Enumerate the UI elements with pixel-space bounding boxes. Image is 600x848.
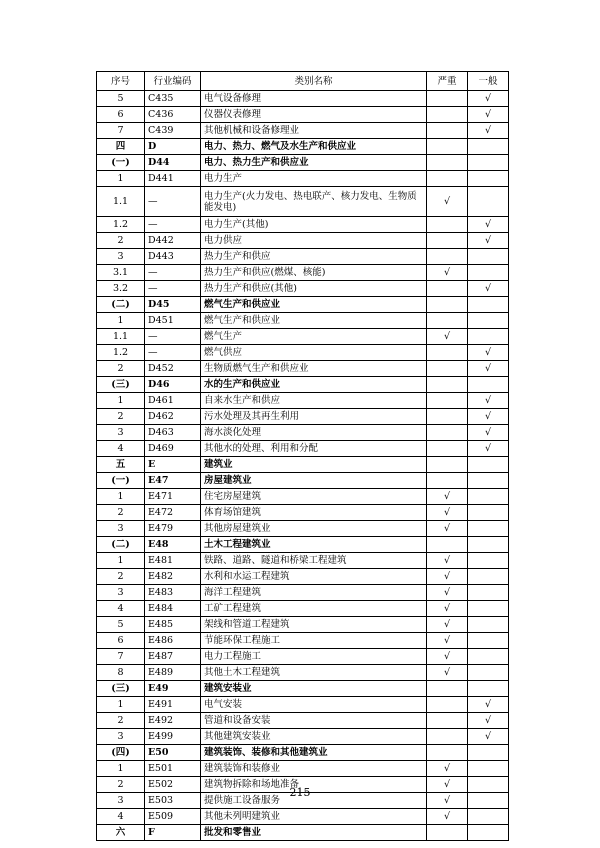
row-severe-mark (427, 393, 468, 409)
row-serial: 5 (97, 91, 145, 107)
row-name: 其他房屋建筑业 (201, 521, 427, 537)
table-row (97, 409, 509, 425)
row-general-mark (468, 601, 509, 617)
row-name: 建筑物拆除和场地准备 (201, 777, 427, 793)
row-code: E482 (145, 569, 201, 585)
row-code: E49 (145, 681, 201, 697)
header-row (97, 72, 509, 91)
row-general-mark (468, 809, 509, 825)
row-name: 其他土木工程建筑 (201, 665, 427, 681)
table-row (97, 361, 509, 377)
row-general-mark: √ (468, 91, 509, 107)
row-code: E501 (145, 761, 201, 777)
row-general-mark (468, 457, 509, 473)
row-code: D (145, 139, 201, 155)
row-code: D44 (145, 155, 201, 171)
row-serial: 6 (97, 633, 145, 649)
row-severe-mark (427, 745, 468, 761)
row-name: 体育场馆建筑 (201, 505, 427, 521)
row-code: D443 (145, 249, 201, 265)
row-name: 热力生产和供应(燃煤、核能) (201, 265, 427, 281)
row-severe-mark (427, 297, 468, 313)
row-serial: 1.1 (97, 329, 145, 345)
row-name: 管道和设备安装 (201, 713, 427, 729)
row-serial: 2 (97, 409, 145, 425)
row-severe-mark: √ (427, 505, 468, 521)
row-serial: 1.2 (97, 345, 145, 361)
table-row (97, 217, 509, 233)
row-severe-mark (427, 233, 468, 249)
row-name: 建筑装饰、装修和其他建筑业 (201, 745, 427, 761)
row-serial: 5 (97, 617, 145, 633)
row-code: E471 (145, 489, 201, 505)
row-code: E48 (145, 537, 201, 553)
row-severe-mark (427, 441, 468, 457)
row-name: 房屋建筑业 (201, 473, 427, 489)
row-severe-mark (427, 537, 468, 553)
row-serial: 四 (97, 139, 145, 155)
row-code: D46 (145, 377, 201, 393)
table-row (97, 425, 509, 441)
row-general-mark (468, 313, 509, 329)
row-serial: 1 (97, 761, 145, 777)
row-general-mark: √ (468, 217, 509, 233)
row-code: E492 (145, 713, 201, 729)
row-general-mark (468, 569, 509, 585)
row-serial: 3 (97, 729, 145, 745)
row-general-mark (468, 155, 509, 171)
row-name: 架线和管道工程建筑 (201, 617, 427, 633)
row-name: 电力工程施工 (201, 649, 427, 665)
row-name: 燃气生产和供应业 (201, 297, 427, 313)
row-general-mark: √ (468, 713, 509, 729)
row-general-mark: √ (468, 281, 509, 297)
row-general-mark (468, 249, 509, 265)
row-code: E491 (145, 697, 201, 713)
header-general: 一般 (468, 72, 509, 91)
row-severe-mark: √ (427, 761, 468, 777)
row-severe-mark: √ (427, 187, 468, 217)
header-severe: 严重 (427, 72, 468, 91)
row-general-mark (468, 521, 509, 537)
table-row (97, 457, 509, 473)
row-code: — (145, 345, 201, 361)
row-serial: (二) (97, 537, 145, 553)
industry-classification-table (96, 71, 509, 841)
row-name: 水利和水运工程建筑 (201, 569, 427, 585)
row-serial: 1 (97, 697, 145, 713)
row-general-mark (468, 377, 509, 393)
table-row (97, 139, 509, 155)
row-severe-mark (427, 139, 468, 155)
row-name: 铁路、道路、隧道和桥梁工程建筑 (201, 553, 427, 569)
row-severe-mark (427, 457, 468, 473)
table-row (97, 489, 509, 505)
table-row (97, 249, 509, 265)
row-serial: 1.1 (97, 187, 145, 217)
row-code: E479 (145, 521, 201, 537)
row-severe-mark (427, 123, 468, 139)
table-body (97, 91, 509, 841)
row-code: E481 (145, 553, 201, 569)
page-number: 215 (289, 786, 311, 799)
table-row (97, 281, 509, 297)
row-name: 生物质燃气生产和供应业 (201, 361, 427, 377)
table-row (97, 569, 509, 585)
row-serial: 1.2 (97, 217, 145, 233)
table-row (97, 601, 509, 617)
row-name: 电力、热力、燃气及水生产和供应业 (201, 139, 427, 155)
row-name: 电力供应 (201, 233, 427, 249)
row-name: 工矿工程建筑 (201, 601, 427, 617)
row-code: D461 (145, 393, 201, 409)
row-serial: 六 (97, 825, 145, 841)
row-severe-mark (427, 345, 468, 361)
row-serial: 3 (97, 585, 145, 601)
table-row (97, 377, 509, 393)
row-serial: 3 (97, 521, 145, 537)
row-serial: 2 (97, 505, 145, 521)
row-severe-mark (427, 313, 468, 329)
row-code: D441 (145, 171, 201, 187)
table-row (97, 521, 509, 537)
row-general-mark (468, 473, 509, 489)
row-severe-mark (427, 729, 468, 745)
table-row (97, 649, 509, 665)
row-name: 建筑业 (201, 457, 427, 473)
table-row (97, 633, 509, 649)
row-code: C439 (145, 123, 201, 139)
row-code: C435 (145, 91, 201, 107)
row-severe-mark: √ (427, 585, 468, 601)
row-general-mark (468, 329, 509, 345)
row-severe-mark (427, 361, 468, 377)
header-serial: 序号 (97, 72, 145, 91)
row-general-mark: √ (468, 409, 509, 425)
row-name: 其他未列明建筑业 (201, 809, 427, 825)
row-name: 提供施工设备服务 (201, 793, 427, 809)
row-code: D442 (145, 233, 201, 249)
row-severe-mark: √ (427, 617, 468, 633)
row-general-mark: √ (468, 233, 509, 249)
row-severe-mark (427, 377, 468, 393)
row-severe-mark: √ (427, 633, 468, 649)
row-serial: 1 (97, 171, 145, 187)
table-row (97, 537, 509, 553)
row-severe-mark: √ (427, 649, 468, 665)
row-code: C436 (145, 107, 201, 123)
row-severe-mark (427, 681, 468, 697)
row-general-mark (468, 681, 509, 697)
row-code: E483 (145, 585, 201, 601)
header-category-name: 类别名称 (201, 72, 427, 91)
row-name: 燃气生产 (201, 329, 427, 345)
table-header (97, 72, 509, 91)
row-severe-mark (427, 409, 468, 425)
row-code: D462 (145, 409, 201, 425)
table-row (97, 155, 509, 171)
row-severe-mark (427, 171, 468, 187)
row-severe-mark (427, 473, 468, 489)
row-serial: (三) (97, 681, 145, 697)
row-general-mark (468, 825, 509, 841)
row-severe-mark (427, 249, 468, 265)
row-serial: 7 (97, 123, 145, 139)
row-general-mark: √ (468, 729, 509, 745)
row-name: 水的生产和供应业 (201, 377, 427, 393)
row-general-mark (468, 761, 509, 777)
row-code: E502 (145, 777, 201, 793)
row-serial: 3.2 (97, 281, 145, 297)
row-severe-mark (427, 425, 468, 441)
row-name: 燃气生产和供应业 (201, 313, 427, 329)
row-serial: (二) (97, 297, 145, 313)
row-name: 建筑装饰和装修业 (201, 761, 427, 777)
row-code: D469 (145, 441, 201, 457)
row-code: — (145, 281, 201, 297)
row-general-mark (468, 139, 509, 155)
row-code: E484 (145, 601, 201, 617)
row-name: 电力、热力生产和供应业 (201, 155, 427, 171)
row-serial: (一) (97, 155, 145, 171)
table-row (97, 745, 509, 761)
row-severe-mark: √ (427, 793, 468, 809)
table-row (97, 233, 509, 249)
table-row (97, 313, 509, 329)
table-row (97, 665, 509, 681)
row-general-mark (468, 265, 509, 281)
header-industry-code: 行业编码 (145, 72, 201, 91)
row-general-mark (468, 489, 509, 505)
row-serial: 3 (97, 425, 145, 441)
row-serial: 8 (97, 665, 145, 681)
row-code: E503 (145, 793, 201, 809)
row-serial: 3.1 (97, 265, 145, 281)
table-row (97, 681, 509, 697)
row-severe-mark: √ (427, 601, 468, 617)
row-general-mark: √ (468, 345, 509, 361)
row-code: E509 (145, 809, 201, 825)
row-serial: 1 (97, 393, 145, 409)
row-code: E486 (145, 633, 201, 649)
row-serial: 7 (97, 649, 145, 665)
row-code: E489 (145, 665, 201, 681)
row-general-mark (468, 553, 509, 569)
row-serial: 2 (97, 361, 145, 377)
row-general-mark (468, 649, 509, 665)
row-general-mark (468, 187, 509, 217)
row-code: — (145, 187, 201, 217)
row-serial: 4 (97, 601, 145, 617)
row-name: 热力生产和供应(其他) (201, 281, 427, 297)
table-row (97, 713, 509, 729)
row-severe-mark: √ (427, 329, 468, 345)
row-code: E47 (145, 473, 201, 489)
row-code: E50 (145, 745, 201, 761)
table-row (97, 761, 509, 777)
row-serial: 2 (97, 777, 145, 793)
row-serial: 3 (97, 793, 145, 809)
row-general-mark (468, 745, 509, 761)
row-severe-mark (427, 825, 468, 841)
row-name: 电力生产(火力发电、热电联产、核力发电、生物质能发电) (201, 187, 427, 217)
row-code: F (145, 825, 201, 841)
row-severe-mark: √ (427, 521, 468, 537)
table-row (97, 825, 509, 841)
row-severe-mark: √ (427, 809, 468, 825)
row-serial: 3 (97, 249, 145, 265)
row-code: E (145, 457, 201, 473)
row-code: E499 (145, 729, 201, 745)
row-code: — (145, 329, 201, 345)
row-name: 其他机械和设备修理业 (201, 123, 427, 139)
row-general-mark: √ (468, 361, 509, 377)
table-row (97, 809, 509, 825)
row-severe-mark: √ (427, 265, 468, 281)
row-general-mark (468, 297, 509, 313)
row-general-mark (468, 617, 509, 633)
table-row (97, 297, 509, 313)
row-serial: 6 (97, 107, 145, 123)
row-severe-mark (427, 155, 468, 171)
row-code: — (145, 217, 201, 233)
row-general-mark: √ (468, 425, 509, 441)
row-code: D45 (145, 297, 201, 313)
row-general-mark: √ (468, 441, 509, 457)
row-name: 电气设备修理 (201, 91, 427, 107)
row-name: 电力生产(其他) (201, 217, 427, 233)
row-general-mark: √ (468, 697, 509, 713)
row-code: D463 (145, 425, 201, 441)
table-row (97, 441, 509, 457)
row-severe-mark (427, 217, 468, 233)
table-row (97, 329, 509, 345)
row-serial: 五 (97, 457, 145, 473)
row-serial: 2 (97, 233, 145, 249)
row-general-mark (468, 505, 509, 521)
row-general-mark (468, 665, 509, 681)
row-serial: 4 (97, 809, 145, 825)
row-name: 燃气供应 (201, 345, 427, 361)
row-code: E472 (145, 505, 201, 521)
row-name: 热力生产和供应 (201, 249, 427, 265)
row-serial: (三) (97, 377, 145, 393)
table-row (97, 697, 509, 713)
row-severe-mark: √ (427, 553, 468, 569)
row-serial: 2 (97, 569, 145, 585)
row-serial: (四) (97, 745, 145, 761)
row-name: 电气安装 (201, 697, 427, 713)
row-serial: 1 (97, 553, 145, 569)
row-severe-mark (427, 91, 468, 107)
row-severe-mark (427, 697, 468, 713)
table-row (97, 617, 509, 633)
row-severe-mark: √ (427, 665, 468, 681)
row-name: 土木工程建筑业 (201, 537, 427, 553)
row-name: 其他建筑安装业 (201, 729, 427, 745)
row-general-mark: √ (468, 107, 509, 123)
table-row (97, 187, 509, 217)
row-code: — (145, 265, 201, 281)
row-name: 海水淡化处理 (201, 425, 427, 441)
row-serial: 1 (97, 489, 145, 505)
row-name: 电力生产 (201, 171, 427, 187)
table-row (97, 123, 509, 139)
row-name: 批发和零售业 (201, 825, 427, 841)
row-general-mark (468, 171, 509, 187)
row-name: 建筑安装业 (201, 681, 427, 697)
row-general-mark: √ (468, 393, 509, 409)
row-name: 海洋工程建筑 (201, 585, 427, 601)
table-row (97, 473, 509, 489)
row-code: D452 (145, 361, 201, 377)
table-row (97, 107, 509, 123)
row-code: E487 (145, 649, 201, 665)
row-serial: 4 (97, 441, 145, 457)
table-row (97, 345, 509, 361)
table-row (97, 585, 509, 601)
row-severe-mark: √ (427, 569, 468, 585)
table-row (97, 171, 509, 187)
row-severe-mark (427, 107, 468, 123)
table-row (97, 393, 509, 409)
row-general-mark (468, 537, 509, 553)
row-name: 住宅房屋建筑 (201, 489, 427, 505)
row-name: 仪器仪表修理 (201, 107, 427, 123)
row-name: 自来水生产和供应 (201, 393, 427, 409)
row-general-mark (468, 585, 509, 601)
row-serial: (一) (97, 473, 145, 489)
row-name: 节能环保工程施工 (201, 633, 427, 649)
table-row (97, 729, 509, 745)
row-severe-mark: √ (427, 777, 468, 793)
row-general-mark (468, 633, 509, 649)
row-severe-mark (427, 713, 468, 729)
row-severe-mark: √ (427, 489, 468, 505)
row-general-mark: √ (468, 123, 509, 139)
table-row (97, 553, 509, 569)
row-serial: 2 (97, 713, 145, 729)
row-name: 污水处理及其再生利用 (201, 409, 427, 425)
table-row (97, 91, 509, 107)
row-code: E485 (145, 617, 201, 633)
table-row (97, 505, 509, 521)
row-code: D451 (145, 313, 201, 329)
row-serial: 1 (97, 313, 145, 329)
table-row (97, 265, 509, 281)
row-name: 其他水的处理、利用和分配 (201, 441, 427, 457)
row-severe-mark (427, 281, 468, 297)
